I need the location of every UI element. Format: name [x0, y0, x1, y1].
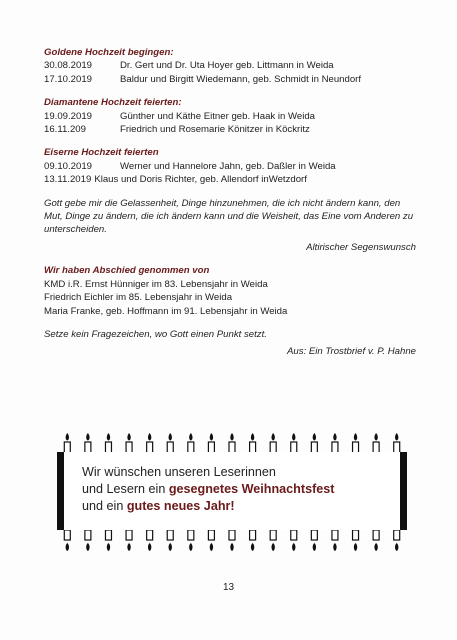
- entry-names: Günther und Käthe Eitner geb. Haak in Weida: [120, 110, 316, 122]
- candle-icon: [167, 433, 173, 454]
- trost-section: [44, 328, 416, 359]
- entry-names: Klaus und Doris Richter, geb. Allendorf inWetzdorf: [94, 174, 307, 186]
- candle-icon: [270, 433, 276, 454]
- trost-text: Setze kein Fragezeichen, wo Gott einen Punkt setzt.: [44, 328, 267, 340]
- candle-icon: [64, 530, 70, 551]
- entry-date: 16.11.209: [44, 124, 86, 136]
- candle-icon: [373, 433, 379, 454]
- iron-entry: [44, 160, 416, 173]
- candle-icon: [311, 530, 317, 551]
- candle-icon: [311, 433, 317, 454]
- banner-text: [82, 464, 402, 515]
- candle-icon: [229, 433, 235, 454]
- golden-entry: [44, 59, 416, 72]
- entry-date: 19.09.2019: [44, 110, 93, 122]
- banner-highlight-christmas: gesegnetes Weihnachtsfest: [168, 482, 335, 496]
- candle-icon: [147, 433, 153, 454]
- diamond-entry: [44, 123, 416, 136]
- christmas-banner: [57, 432, 407, 550]
- candle-icon: [208, 433, 214, 454]
- farewell-section: [44, 264, 416, 318]
- candle-icon: [291, 530, 297, 551]
- golden-wedding-section: [44, 46, 416, 86]
- candle-icon: [126, 433, 132, 454]
- iron-wedding-heading: Eiserne Hochzeit feierten: [44, 147, 159, 159]
- candle-icon: [188, 433, 194, 454]
- prayer-text: Gott gebe mir die Gelassenheit, Dinge hinzunehmen, die ich nicht ändern kann, den Mut, Dinge zu ändern, die ich ändern kann und die Weisheit, das Eine vom Anderen zu unterscheiden.: [44, 197, 414, 236]
- diamond-entry: [44, 110, 416, 123]
- candle-icon: [250, 433, 256, 454]
- candle-icon: [353, 433, 359, 454]
- banner-line-2-text: und Lesern ein: [82, 482, 166, 496]
- entry-names: Friedrich und Rosemarie Könitzer in Köckritz: [120, 124, 310, 136]
- candle-icon: [250, 530, 256, 551]
- candle-icon: [229, 530, 235, 551]
- candle-icon: [353, 530, 359, 551]
- candle-icon: [85, 530, 91, 551]
- candle-icon: [105, 530, 111, 551]
- candle-icon: [394, 433, 400, 454]
- candle-icon: [126, 530, 132, 551]
- candle-icon: [167, 530, 173, 551]
- candle-icon: [332, 530, 338, 551]
- banner-line-3: [82, 498, 402, 515]
- page-number: 13: [222, 582, 235, 593]
- candle-icon: [147, 530, 153, 551]
- entry-date: 30.08.2019: [44, 60, 93, 72]
- candle-icon: [394, 530, 400, 551]
- iron-entry: [44, 173, 416, 186]
- entry-date: 13.11.2019: [44, 174, 92, 186]
- prayer-source: Altirischer Segenswunsch: [306, 241, 416, 253]
- banner-box: [57, 452, 407, 530]
- candle-icon: [64, 433, 70, 454]
- candle-icon: [208, 530, 214, 551]
- entry-date: 09.10.2019: [44, 160, 93, 172]
- golden-wedding-heading: Goldene Hochzeit begingen:: [44, 47, 174, 58]
- entry-names: Werner und Hannelore Jahn, geb. Daßler in Weida: [120, 160, 336, 172]
- candle-icon: [291, 433, 297, 454]
- candles-row-top: [57, 432, 407, 454]
- farewell-heading: Wir haben Abschied genommen von: [44, 265, 210, 277]
- candle-icon: [188, 530, 194, 551]
- diamond-wedding-heading: Diamantene Hochzeit feierten:: [44, 97, 182, 109]
- trost-source: Aus: Ein Trostbrief v. P. Hahne: [286, 346, 416, 358]
- page-content: [44, 46, 416, 369]
- candles-row-bottom: [57, 530, 407, 552]
- diamond-wedding-section: [44, 96, 416, 136]
- candle-icon: [105, 433, 111, 454]
- banner-line-1: Wir wünschen unseren Leserinnen: [82, 465, 276, 479]
- banner-highlight-new-year: gutes neues Jahr!: [126, 499, 235, 513]
- candle-icon: [332, 433, 338, 454]
- candle-icon: [85, 433, 91, 454]
- farewell-entry: KMD i.R. Ernst Hünniger im 83. Lebensjahr in Weida: [44, 278, 268, 290]
- farewell-entry: Friedrich Eichler im 85. Lebensjahr in Weida: [44, 292, 233, 304]
- entry-date: 17.10.2019: [44, 73, 93, 85]
- farewell-entry: Maria Franke, geb. Hoffmann im 91. Lebensjahr in Weida: [44, 305, 288, 317]
- iron-wedding-section: [44, 146, 416, 186]
- entry-names: Dr. Gert und Dr. Uta Hoyer geb. Littmann in Weida: [120, 60, 334, 72]
- golden-entry: [44, 73, 416, 86]
- banner-line-3-text: und ein: [82, 499, 124, 513]
- prayer-section: [44, 197, 416, 255]
- candle-icon: [270, 530, 276, 551]
- entry-names: Baldur und Birgitt Wiedemann, geb. Schmidt in Neundorf: [120, 73, 362, 85]
- banner-line-2: [82, 481, 402, 498]
- candle-icon: [373, 530, 379, 551]
